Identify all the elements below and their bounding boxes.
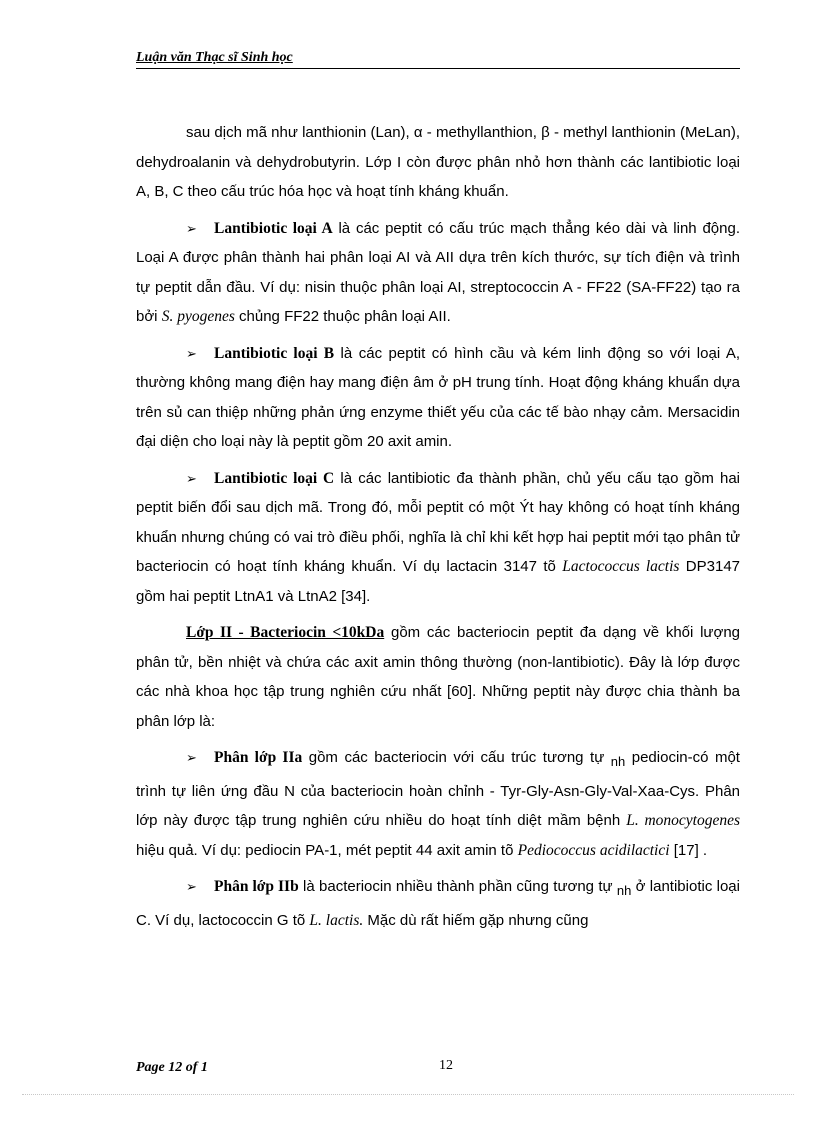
bullet-subclass-iib: ➢ Phân lớp IIb là bacteriocin nhiều thành phần cũng tương tự $_{nh}$ ở lantibiotic loại C. Ví dụ, lactococcin G tõ L. lactis. Mặc dù rất hiếm gặp nhưng cũng (136, 872, 740, 935)
bullet-lantibiotic-a: ➢ Lantibiotic loại A là các peptit có cấu trúc mạch thẳng kéo dài và linh động. Loại A được phân thành hai phân loại AI và AII dựa trên kích thước, sự tích điện và trình tự peptit dẫn đầu. Ví dụ: nisin thuộc phân loại AI, streptococcin A - FF22 (SA-FF22) tạo ra bởi S. pyogenes chủng FF22 thuộc phân loại AII. (136, 214, 740, 332)
bullet-lantibiotic-b: ➢ Lantibiotic loại B là các peptit có hình cầu và kém linh động so với loại A, thường không mang điện hay mang điện âm ở pH trung tính. Hoạt động kháng khuẩn dựa trên sủ can thiệp những phản ứng enzyme thiết yếu của các tế bào nhạy cảm. Mersacidin đại diện cho loại này là peptit gồm 20 axit amin. (136, 339, 740, 457)
bullet-subclass-iia: ➢ Phân lớp IIa gồm các bacteriocin với cấu trúc tương tự $_{nh}$ pediocin-có một trình tự liên ứng đầu N của bacteriocin hoàn chỉnh - Tyr-Gly-Asn-Gly-Val-Xaa-Cys. Phân lớp này được tập trung nghiên cứu nhiều do hoạt tính diệt mầm bệnh L. monocytogenes hiệu quả. Ví dụ: pediocin PA-1, mét peptit 44 axit amin tõ Pediococcus acidilactici [17] . (136, 743, 740, 865)
page-header (136, 48, 740, 69)
arrow-bullet-icon: ➢ (186, 879, 197, 894)
document-body (136, 118, 740, 935)
paragraph-class-ii: Lớp II - Bacteriocin <10kDa gồm các bacteriocin peptit đa dạng về khối lượng phân tử, bền nhiệt và chứa các axit amin thông thường (non-lantibiotic). Đây là lớp được các nhà khoa học tập trung nghiên cứu nhất [60]. Những peptit này được chia thành ba phân lớp là: (136, 624, 740, 730)
arrow-bullet-icon: ➢ (186, 345, 197, 361)
footer-page-label: Page 12 of 1 (136, 1060, 208, 1075)
page-footer (136, 1058, 740, 1078)
bullet-lantibiotic-c: ➢ Lantibiotic loại C là các lantibiotic đa thành phần, chủ yếu cấu tạo gồm hai peptit biến đổi sau dịch mã. Trong đó, mỗi peptit có một Ýt hay không có hoạt tính kháng khuẩn nhưng chúng có vai trò điều phối, nghĩa là chỉ khi kết hợp hai peptit mới tạo phân tử bacteriocin có hoạt tính kháng khuẩn. Ví dụ lactacin 3147 tõ Lactococcus lactis DP3147 gồm hai peptit LtnA1 và LtnA2 [34]. (136, 464, 740, 612)
paragraph-intro: sau dịch mã như lanthionin (Lan), α - methyllanthion, β - methyl lanthionin (MeLan), dehydroalanin và dehydrobutyrin. Lớp I còn được phân nhỏ hơn thành các lantibiotic loại A, B, C theo cấu trúc hóa học và hoạt tính kháng khuẩn. (136, 124, 740, 200)
header-title: Luận văn Thạc sĩ Sinh học (136, 50, 293, 65)
arrow-bullet-icon: ➢ (186, 750, 197, 765)
page-break-divider (22, 1094, 794, 1095)
arrow-bullet-icon: ➢ (186, 470, 197, 486)
arrow-bullet-icon: ➢ (186, 220, 197, 236)
footer-page-number: 12 (439, 1058, 453, 1073)
